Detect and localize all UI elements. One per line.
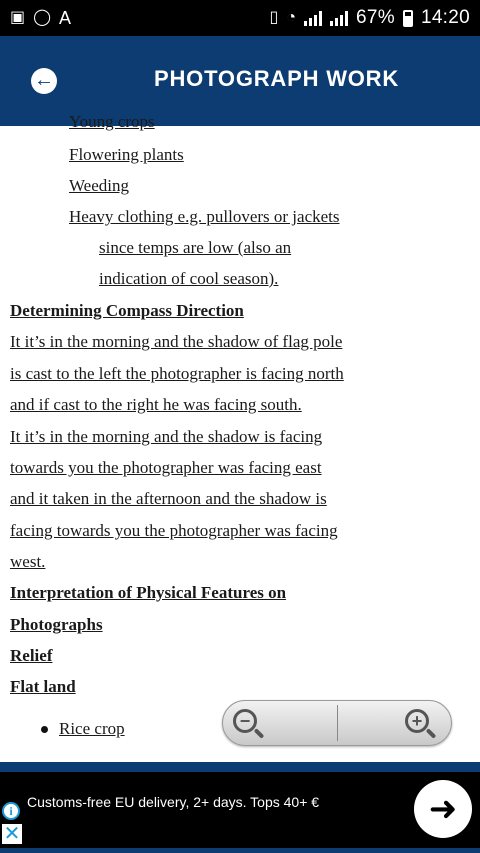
ad-text[interactable]: Customs-free EU delivery, 2+ days. Tops 40+ €	[27, 794, 320, 810]
text-line: facing towards you the photographer was facing	[10, 521, 338, 540]
text-line: Heavy clothing e.g. pullovers or jackets	[69, 207, 340, 226]
back-button[interactable]	[31, 68, 57, 94]
signal-icon-2	[330, 10, 348, 26]
section-heading: Flat land	[10, 677, 76, 696]
font-icon: A	[59, 8, 72, 28]
back-arrow-icon: ←	[34, 69, 54, 91]
battery-percent: 67%	[356, 7, 395, 28]
text-line: towards you the photographer was facing east	[10, 458, 322, 477]
status-left-icons	[10, 10, 71, 26]
battery-icon	[403, 10, 413, 27]
text-line: and if cast to the right he was facing south.	[10, 395, 302, 414]
zoom-out-icon: −	[233, 709, 257, 733]
list-item: Rice crop	[59, 719, 125, 738]
section-heading: Photographs	[10, 615, 103, 634]
whatsapp-icon: ◯	[33, 9, 52, 26]
page-title: PHOTOGRAPH WORK	[154, 66, 400, 91]
text-line: and it taken in the afternoon and the shadow is	[10, 489, 327, 508]
signal-icon	[304, 10, 322, 26]
text-line: It it’s in the morning and the shadow of flag pole	[10, 332, 343, 351]
text-line: since temps are low (also an	[99, 238, 292, 257]
ad-arrow-button[interactable]	[414, 780, 472, 838]
text-line: indication of cool season).	[99, 269, 279, 288]
text-line: is cast to the left the photographer is facing north	[10, 364, 344, 383]
section-heading: Relief	[10, 646, 53, 665]
zoom-control	[222, 700, 452, 746]
arrow-right-icon: ➜	[428, 790, 458, 828]
gallery-icon: ▣	[10, 9, 26, 26]
info-icon[interactable]: i	[2, 802, 20, 820]
section-heading: Interpretation of Physical Features on	[10, 583, 287, 602]
zoom-in-icon: +	[405, 709, 429, 733]
zoom-out-button[interactable]	[223, 701, 337, 745]
status-bar	[0, 0, 480, 36]
status-right-icons	[270, 7, 470, 29]
wifi-icon: ◔	[286, 9, 297, 26]
article-content[interactable]	[0, 112, 480, 762]
section-heading: Determining Compass Direction	[10, 301, 244, 320]
ad-bottom-border	[0, 848, 480, 853]
ad-top-border	[0, 762, 480, 772]
text-line: It it’s in the morning and the shadow is facing	[10, 427, 323, 446]
text-line: west.	[10, 552, 46, 571]
text-line: Flowering plants	[69, 145, 184, 164]
bullet-icon	[41, 726, 48, 733]
close-icon[interactable]: ✕	[3, 823, 21, 845]
sim-icon: ▯	[269, 9, 279, 26]
text-line: Weeding	[69, 176, 129, 195]
zoom-in-button[interactable]	[338, 701, 452, 745]
partial-line: Young crops	[69, 112, 155, 131]
ad-banner[interactable]	[0, 772, 480, 848]
clock: 14:20	[420, 7, 470, 28]
